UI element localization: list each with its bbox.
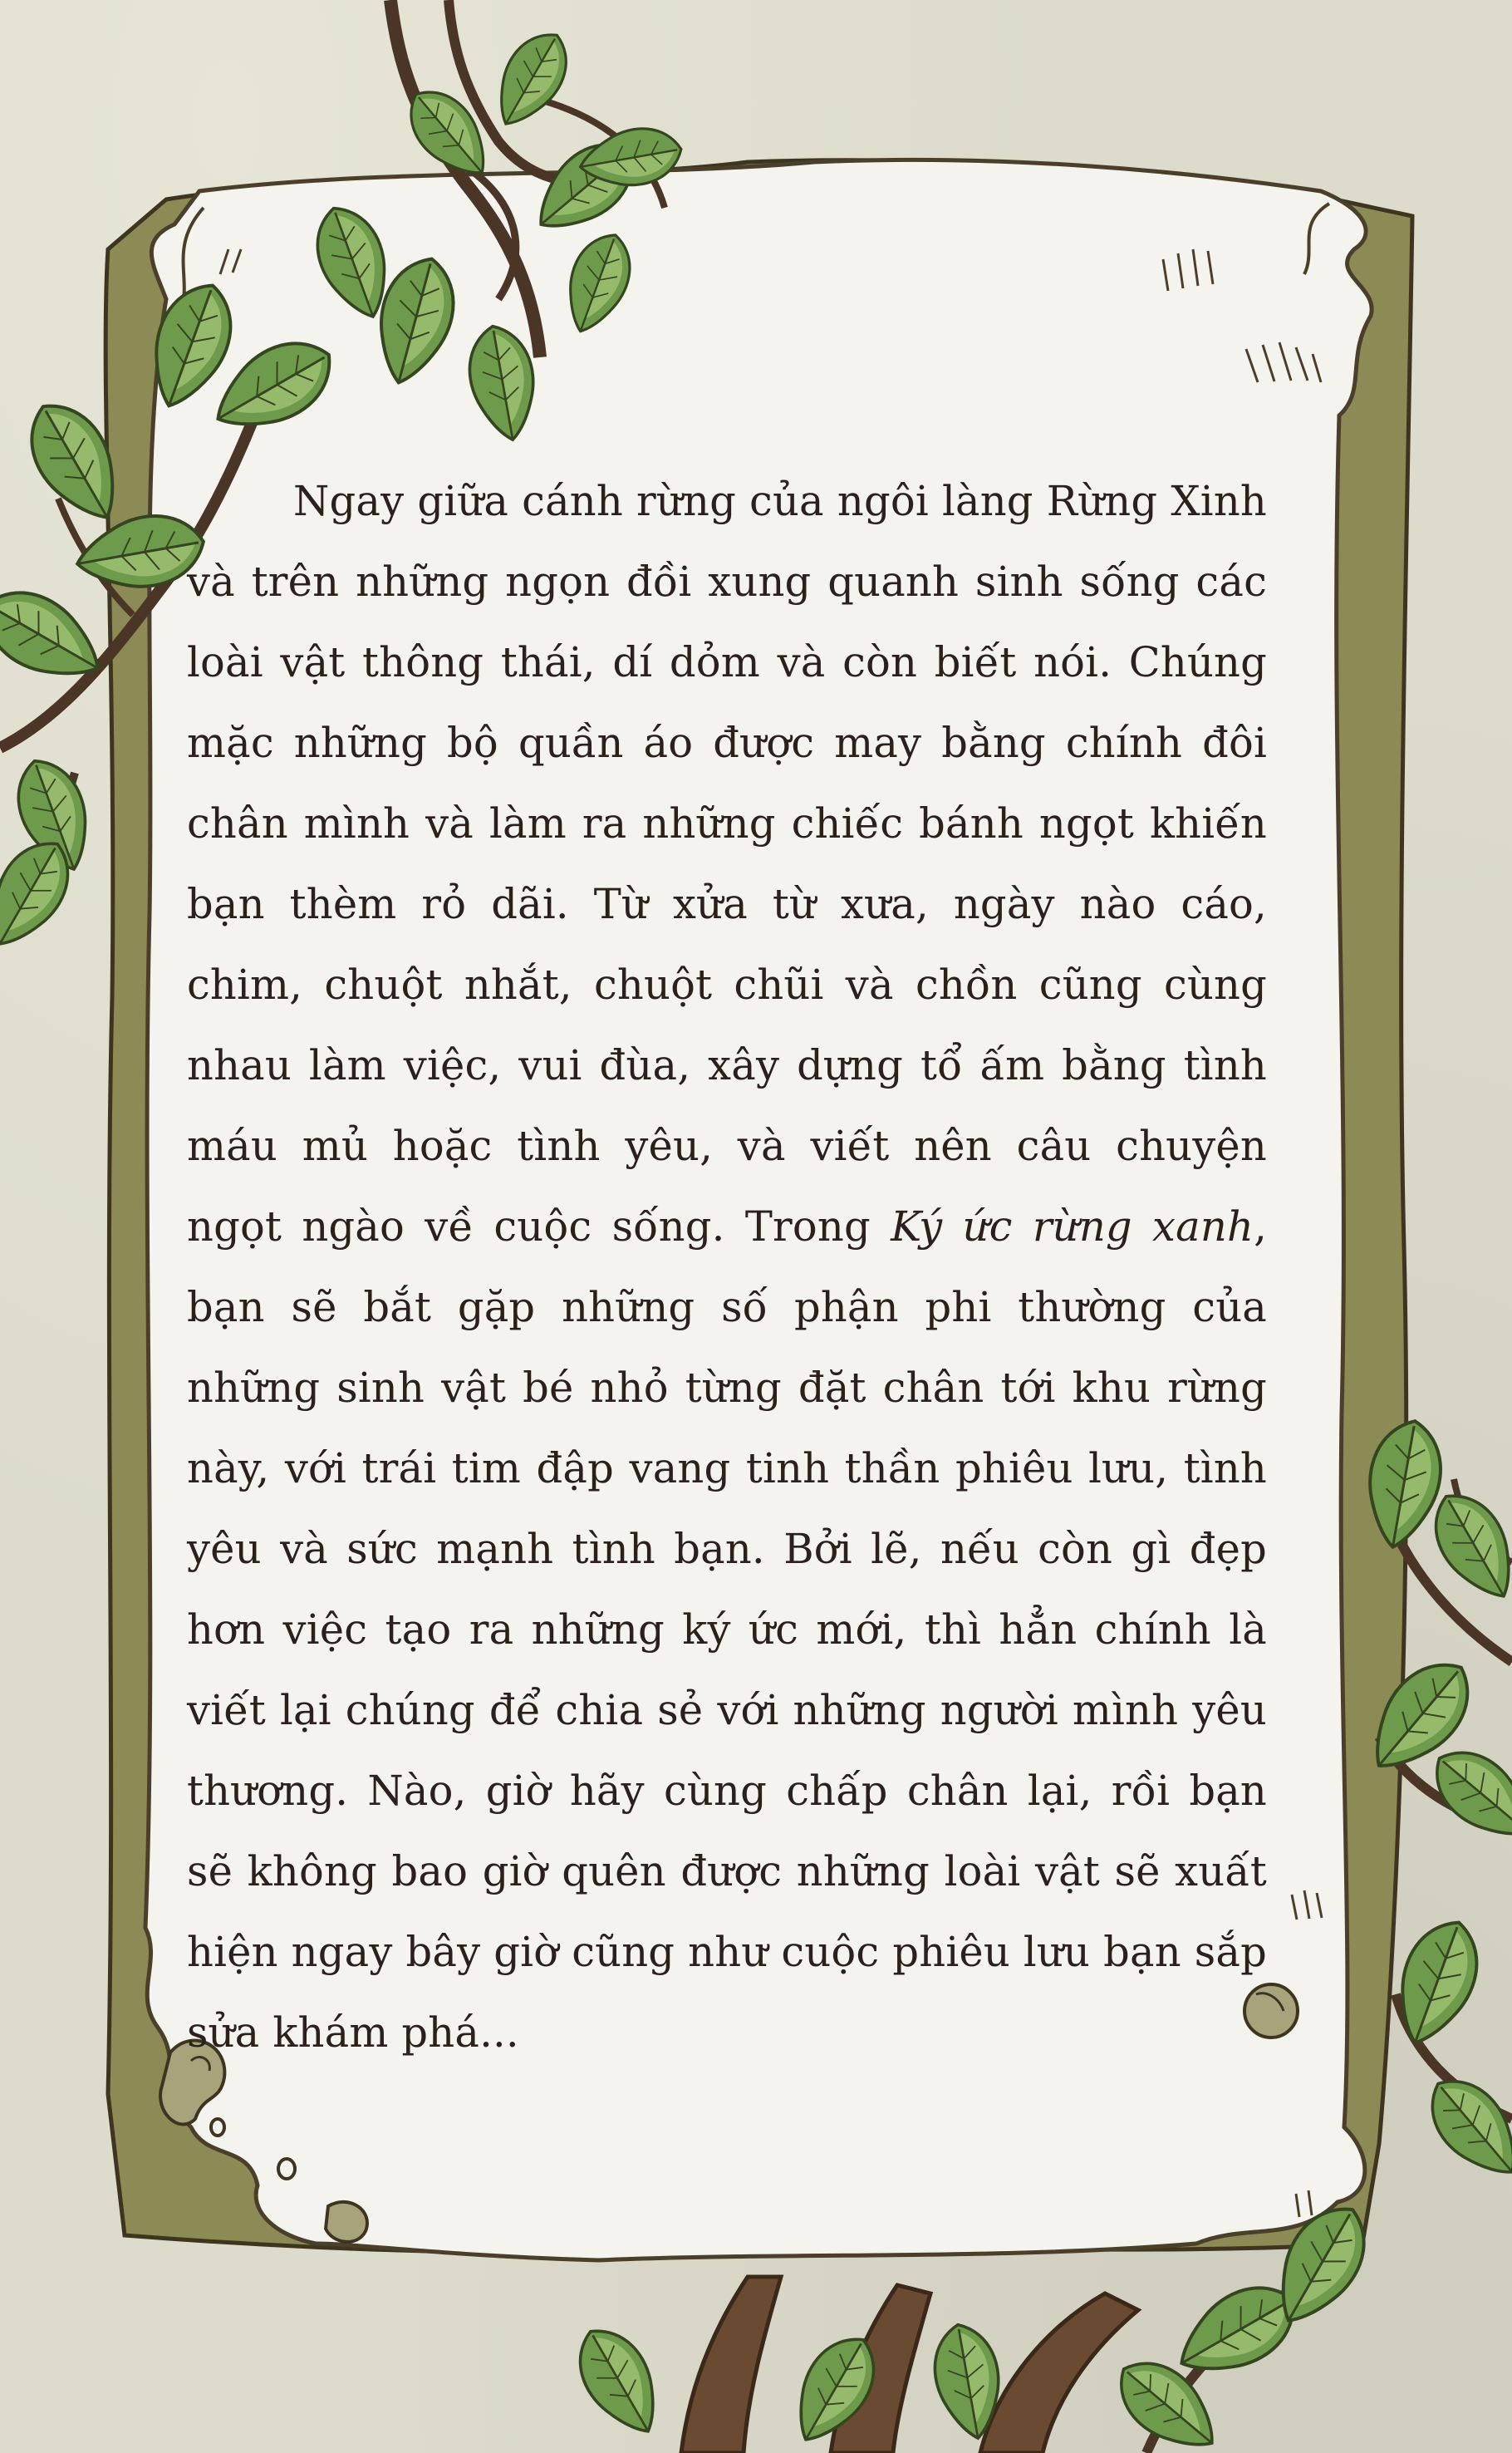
story-text-part-1: Ngay giữa cánh rừng của ngôi làng Rừng Xinh và trên những ngọn đồi xung quanh sinh sống các loài vật thông thái, dí dỏm và còn biết nói. Chúng mặc những bộ quần áo được may bằng chính đôi chân mình và làm ra những chiếc bánh ngọt khiến bạn thèm rỏ dãi. Từ xửa từ xưa, ngày nào cáo, chim, chuột nhắt, chuột chũi và chồn cũng cùng nhau làm việc, vui đùa, xây dựng tổ ấm bằng tình máu mủ hoặc tình yêu, và viết nên câu chuyện ngọt ngào về cuộc sống. Trong xyxy=(187,477,1267,1251)
book-title: Ký ức rừng xanh xyxy=(891,1202,1254,1251)
story-text-part-2: , bạn sẽ bắt gặp những số phận phi thường của những sinh vật bé nhỏ từng đặt chân tới khu rừng này, với trái tim đập vang tinh thần phiêu lưu, tình yêu và sức mạnh tình bạn. Bởi lẽ, nếu còn gì đẹp hơn việc tạo ra những ký ức mới, thì hẳn chính là viết lại chúng để chia sẻ với những người mình yêu thương. Nào, giờ hãy cùng chấp chân lại, rồi bạn sẽ không bao giờ quên được những loài vật sẽ xuất hiện ngay bây giờ cũng như cuộc phiêu lưu bạn sắp sửa khám phá... xyxy=(187,1202,1267,2057)
story-text xyxy=(187,461,1267,2057)
